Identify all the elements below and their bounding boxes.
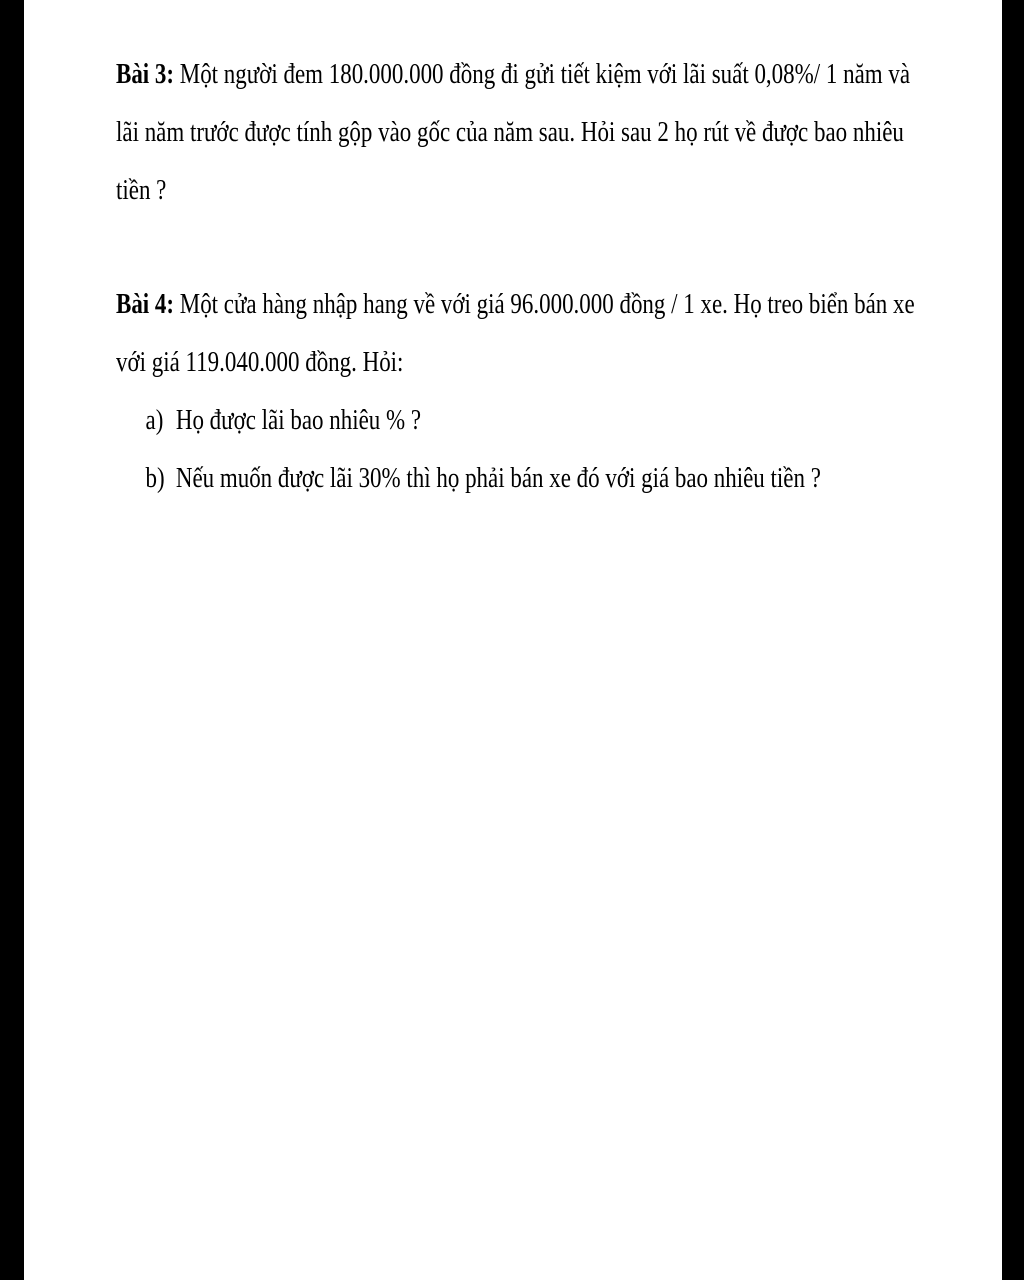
problem-3-label: Bài 3: (116, 59, 175, 90)
problem-4-line-1 (116, 276, 915, 334)
problem-3-text-1: Một người đem 180.000.000 đồng đi gửi tiết kiệm với lãi suất 0,08%/ 1 năm và (174, 59, 911, 90)
problem-4-subitem-a (116, 392, 788, 450)
problem-4-label: Bài 4: (116, 289, 175, 320)
problem-3-line-1 (116, 46, 911, 104)
problem-4-text-1: Một cửa hàng nhập hang về với giá 96.000.000 đồng / 1 xe. Họ treo biển bán xe (174, 289, 915, 320)
problem-4 (116, 276, 915, 508)
subitem-b-marker: b) (145, 463, 165, 494)
document-page (24, 0, 1002, 1280)
problem-3-line-3: tiền ? (116, 175, 167, 206)
problem-4-subitem-b (116, 450, 821, 508)
subitem-a-marker: a) (145, 405, 164, 436)
subitem-a-text: Họ được lãi bao nhiêu % ? (175, 405, 422, 436)
subitem-b-text: Nếu muốn được lãi 30% thì họ phải bán xe đó với giá bao nhiêu tiền ? (175, 463, 821, 494)
problem-3-line-2: lãi năm trước được tính gộp vào gốc của năm sau. Hỏi sau 2 họ rút về được bao nhiêu (116, 117, 904, 148)
problem-3 (116, 46, 911, 220)
problem-4-line-2: với giá 119.040.000 đồng. Hỏi: (116, 347, 404, 378)
